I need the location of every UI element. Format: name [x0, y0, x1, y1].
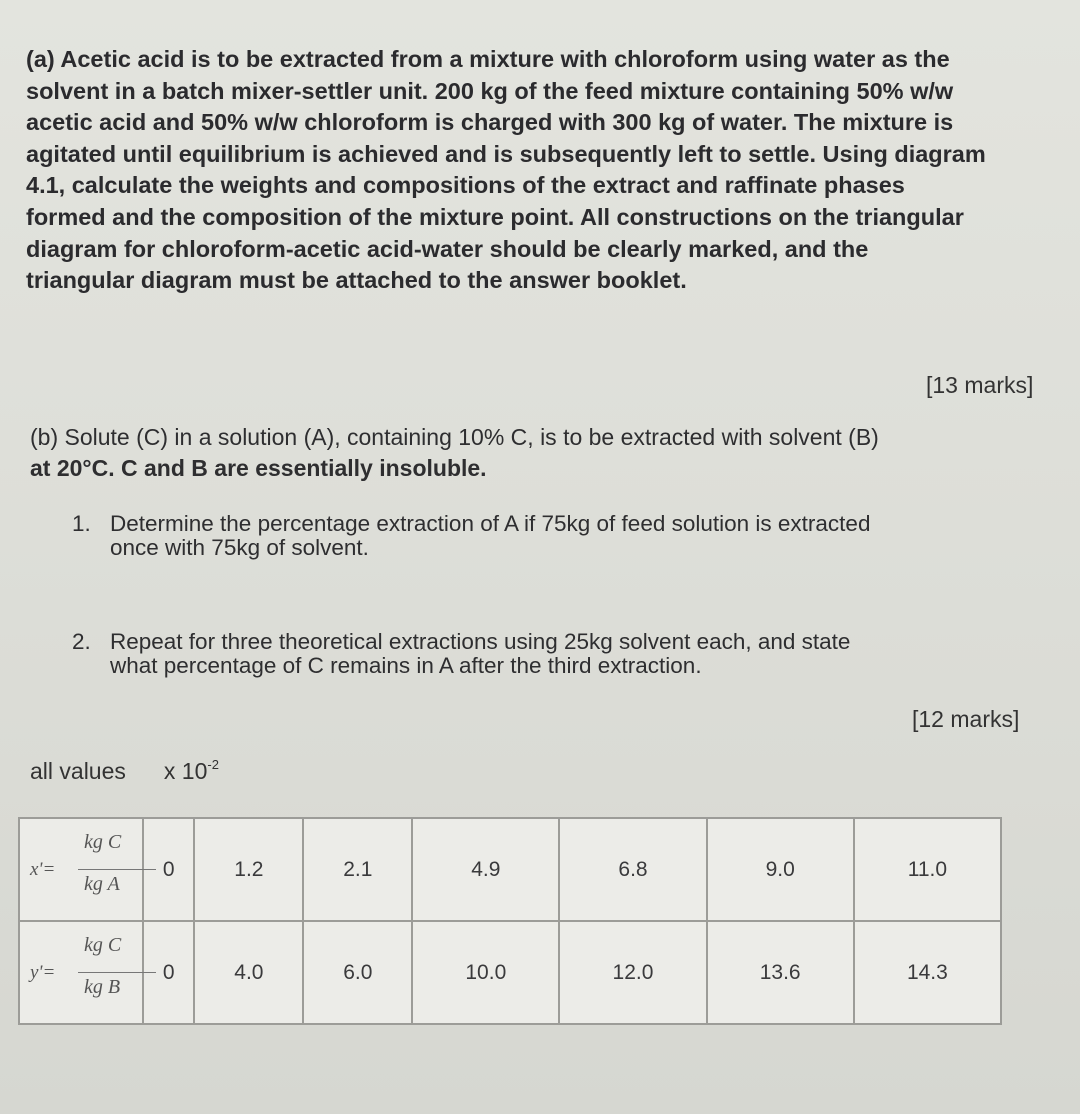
table-cell: 12.0 — [559, 921, 706, 1024]
question-b-item-2 — [72, 630, 1052, 678]
question-a-marks: [13 marks] — [926, 372, 1034, 398]
question-b-item-1 — [72, 512, 1052, 560]
question-b-marks: [12 marks] — [912, 706, 1020, 732]
units-note — [30, 757, 219, 785]
question-a-line: triangular diagram must be attached to the answer booklet. — [26, 267, 687, 294]
question-b-line-1: (b) Solute (C) in a solution (A), containing 10% C, is to be extracted with solvent (B) — [30, 424, 879, 450]
table-row-y — [19, 921, 1001, 1024]
multiplier-exponent: -2 — [207, 757, 219, 772]
fraction-bar — [78, 972, 156, 973]
question-a-line: acetic acid and 50% w/w chloroform is charged with 300 kg of water. The mixture is — [26, 109, 954, 136]
question-a-line: solvent in a batch mixer-settler unit. 200 kg of the feed mixture containing 50% w/w — [26, 77, 954, 104]
table-cell: 14.3 — [854, 921, 1001, 1024]
question-a-line: agitated until equilibrium is achieved and is subsequently left to settle. Using diagram — [26, 140, 986, 167]
fraction-numerator: kg C — [84, 933, 122, 956]
variable-y-prime: y'= — [30, 961, 56, 983]
multiplier-base: x 10 — [163, 758, 208, 784]
fraction-bar — [78, 869, 156, 870]
question-a-line: diagram for chloroform-acetic acid-water should be clearly marked, and the — [26, 235, 869, 262]
row-label-y — [19, 921, 143, 1024]
question-a-line: 4.1, calculate the weights and compositions of the extract and raffinate phases — [26, 172, 905, 199]
table-cell: 0 — [143, 818, 194, 921]
item-number: 1. — [72, 511, 91, 536]
question-a-line: formed and the composition of the mixture point. All constructions on the triangular — [26, 203, 964, 230]
table-cell: 2.1 — [303, 818, 412, 921]
question-b-statement — [30, 422, 1060, 484]
table-cell: 13.6 — [707, 921, 854, 1024]
item-text: Repeat for three theoretical extractions using 25kg solvent each, and state — [110, 629, 851, 654]
variable-x-prime: x'= — [30, 858, 56, 880]
item-text: once with 75kg of solvent. — [110, 535, 369, 560]
table-cell: 4.9 — [412, 818, 559, 921]
table-cell: 4.0 — [194, 921, 303, 1024]
units-multiplier — [164, 758, 219, 784]
item-text: what percentage of C remains in A after the third extraction. — [110, 653, 702, 678]
table-cell: 6.8 — [559, 818, 706, 921]
units-note-label: all values — [30, 758, 126, 784]
fraction-numerator: kg C — [84, 830, 122, 853]
item-number: 2. — [72, 629, 91, 654]
table-cell: 10.0 — [412, 921, 559, 1024]
fraction-denominator: kg A — [84, 872, 120, 895]
item-text: Determine the percentage extraction of A if 75kg of feed solution is extracted — [110, 511, 871, 536]
fraction-denominator: kg B — [84, 975, 121, 998]
table-cell: 11.0 — [854, 818, 1001, 921]
table-cell: 1.2 — [194, 818, 303, 921]
table-cell: 9.0 — [707, 818, 854, 921]
row-label-x — [19, 818, 143, 921]
equilibrium-data-table — [18, 817, 1002, 1025]
question-b-line-2: at 20°C. C and B are essentially insoluble. — [30, 455, 487, 481]
question-a-line: (a) Acetic acid is to be extracted from a mixture with chloroform using water as the — [26, 46, 950, 72]
table-cell: 6.0 — [303, 921, 412, 1024]
table-row-x — [19, 818, 1001, 921]
question-a — [26, 44, 1066, 297]
table-cell: 0 — [143, 921, 194, 1024]
